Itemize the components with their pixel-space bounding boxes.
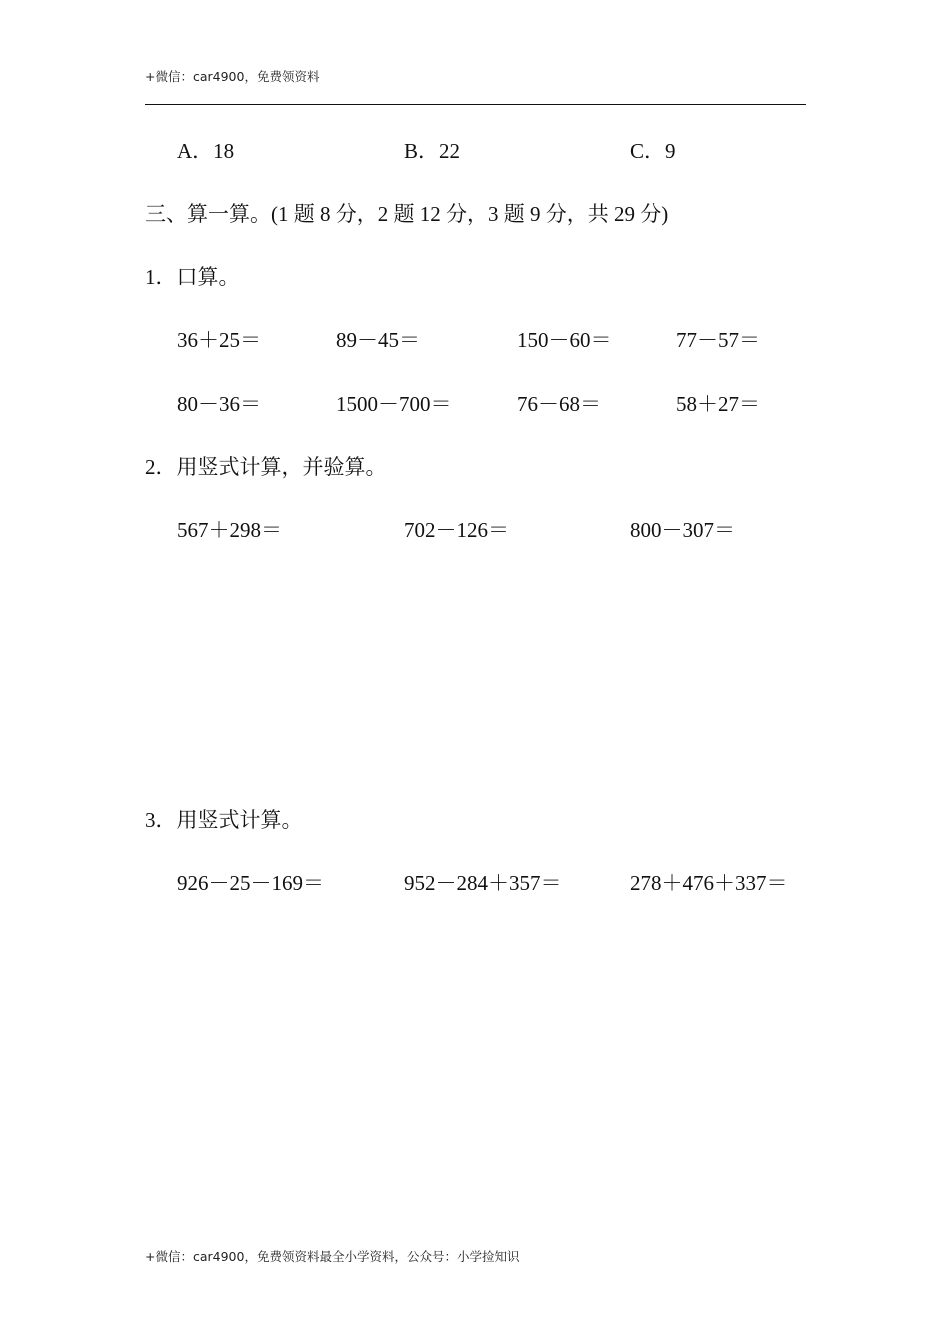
q1-row2-item2: 1500－700＝	[336, 392, 452, 416]
page-header-text: +微信：car4900，免费领资料	[145, 69, 320, 84]
q3-item1: 926－25－169＝	[177, 871, 324, 895]
q1-row2-item4: 58＋27＝	[676, 392, 760, 416]
q1-row2-item1: 80－36＝	[177, 392, 261, 416]
option-b-letter: B．	[404, 139, 440, 163]
option-a-letter: A．	[177, 139, 214, 163]
section-title: 三、算一算。(1 题 8 分，2 题 12 分，3 题 9 分，共 29 分)	[145, 202, 669, 226]
q1-row1-item4: 77－57＝	[676, 328, 760, 352]
option-c-letter: C．	[630, 139, 666, 163]
option-a-value: 18	[213, 139, 235, 163]
q1-row1-item3: 150－60＝	[517, 328, 612, 352]
option-c	[630, 138, 676, 164]
q3-heading: 3．用竖式计算。	[145, 808, 303, 832]
q1-heading: 1．口算。	[145, 265, 240, 289]
q2-item2: 702－126＝	[404, 518, 509, 542]
q1-row2-item3: 76－68＝	[517, 392, 601, 416]
q3-item2: 952－284＋357＝	[404, 871, 562, 895]
option-c-value: 9	[665, 139, 676, 163]
page-footer-text: +微信：car4900，免费领资料最全小学资料，公众号：小学捡知识	[145, 1249, 520, 1264]
option-a	[177, 138, 234, 164]
q2-item1: 567＋298＝	[177, 518, 282, 542]
q2-heading: 2．用竖式计算，并验算。	[145, 455, 387, 479]
q1-row1-item1: 36＋25＝	[177, 328, 261, 352]
q1-row1-item2: 89－45＝	[336, 328, 420, 352]
option-b-value: 22	[439, 139, 461, 163]
q2-item3: 800－307＝	[630, 518, 735, 542]
header-divider	[145, 104, 806, 105]
q3-item3: 278＋476＋337＝	[630, 871, 788, 895]
option-b	[404, 138, 460, 164]
